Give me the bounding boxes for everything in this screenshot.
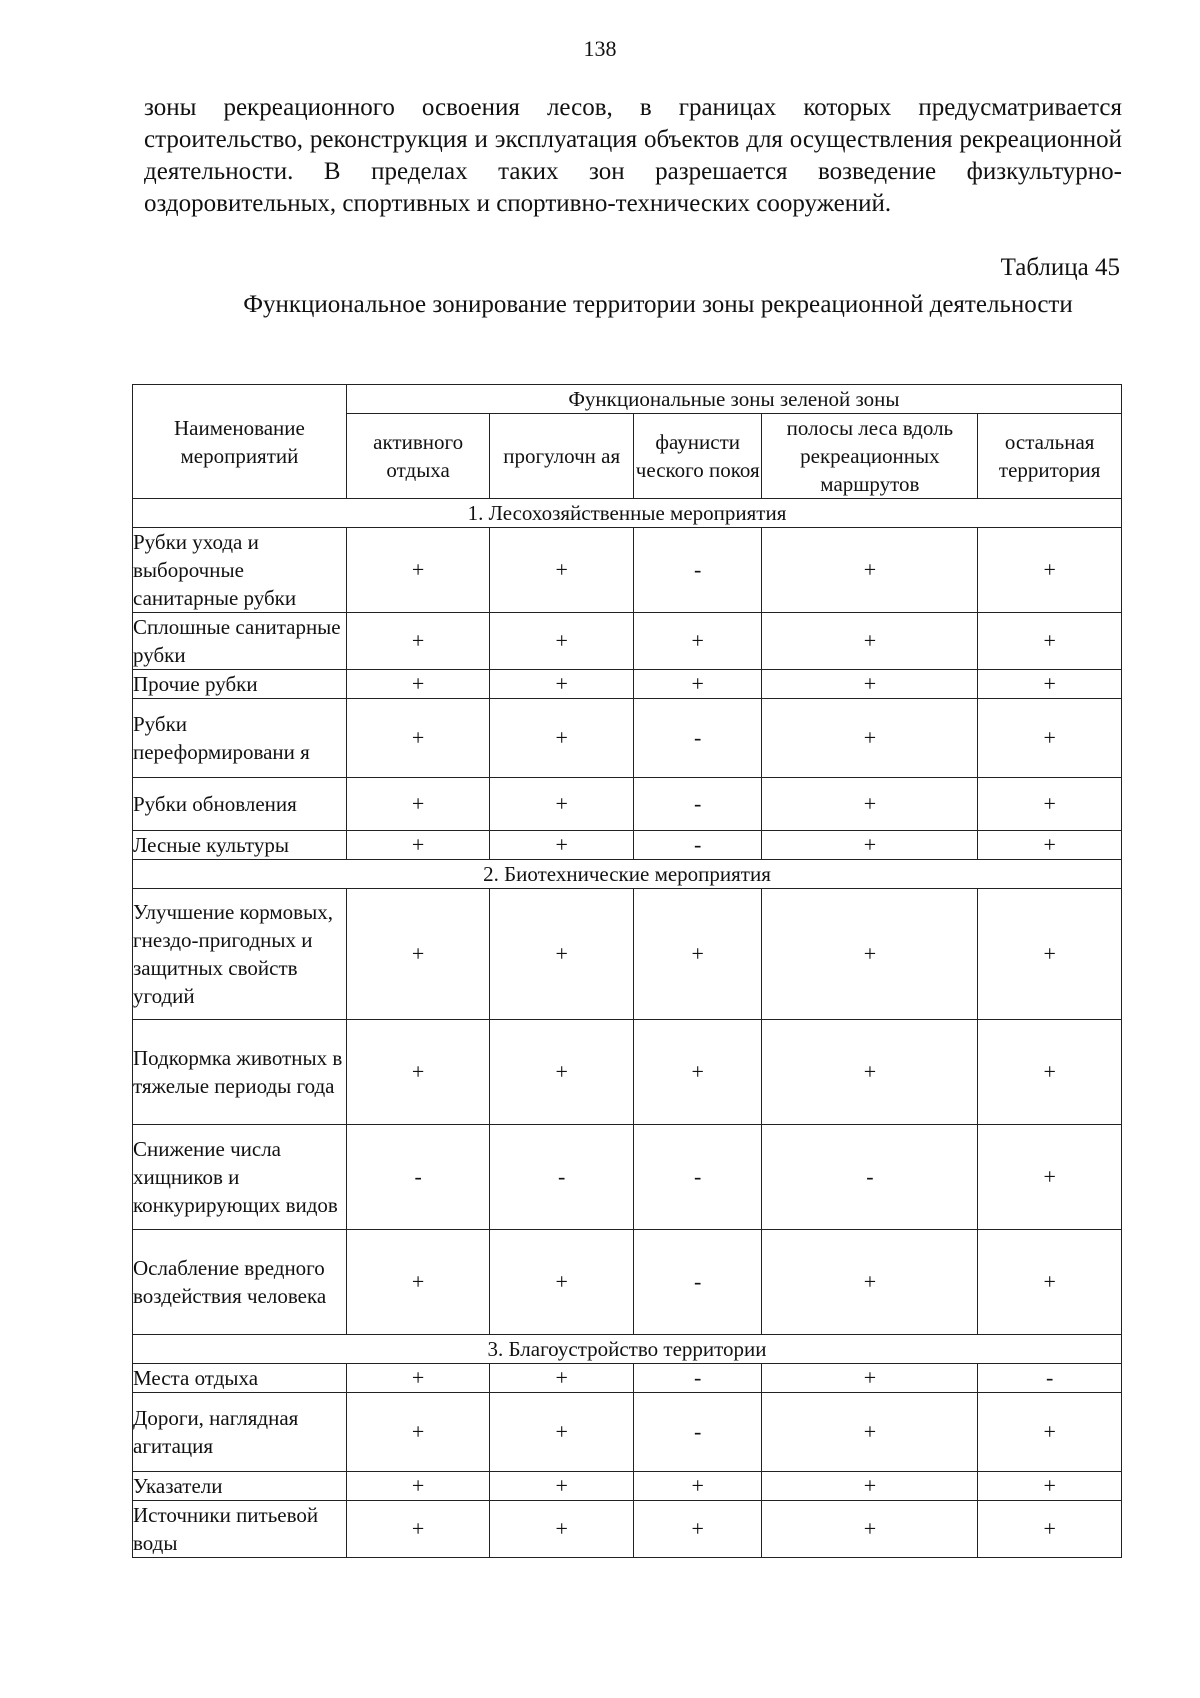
zone-mark: + <box>490 1393 634 1472</box>
zone-mark: + <box>633 1501 762 1558</box>
activity-name: Рубки переформировани я <box>133 699 347 778</box>
zone-mark: + <box>346 613 490 670</box>
zone-mark: + <box>978 613 1122 670</box>
table-body <box>133 499 1122 1558</box>
zone-mark: + <box>346 1393 490 1472</box>
zone-mark: + <box>762 613 978 670</box>
zone-mark: + <box>346 1020 490 1125</box>
zone-mark: - <box>633 1230 762 1335</box>
zone-mark: + <box>978 1393 1122 1472</box>
table-row <box>133 831 1122 860</box>
table-row <box>133 670 1122 699</box>
zone-mark: + <box>490 528 634 613</box>
zone-mark: - <box>490 1125 634 1230</box>
zone-mark: + <box>490 699 634 778</box>
zone-header-route-strips: полосы леса вдоль рекреационных маршрутов <box>762 414 978 499</box>
zone-mark: + <box>762 1472 978 1501</box>
zone-mark: - <box>633 1393 762 1472</box>
zone-mark: + <box>762 1364 978 1393</box>
table-row <box>133 613 1122 670</box>
zone-mark: + <box>346 831 490 860</box>
zone-mark: + <box>490 1501 634 1558</box>
zones-group-header: Функциональные зоны зеленой зоны <box>346 385 1121 414</box>
zone-mark: + <box>346 778 490 831</box>
zone-mark: + <box>346 699 490 778</box>
zone-mark: + <box>978 1020 1122 1125</box>
zone-mark: + <box>978 889 1122 1020</box>
zone-mark: + <box>490 831 634 860</box>
zone-header-other-territory: остальная территория <box>978 414 1122 499</box>
zone-header-walking: прогулочн ая <box>490 414 634 499</box>
zone-mark: + <box>762 1501 978 1558</box>
activity-name: Прочие рубки <box>133 670 347 699</box>
zone-mark: + <box>762 699 978 778</box>
zone-mark: + <box>762 1393 978 1472</box>
zone-header-active-rest: активного отдыха <box>346 414 490 499</box>
zone-mark: - <box>633 1364 762 1393</box>
zone-mark: + <box>633 1020 762 1125</box>
zone-mark: + <box>346 1230 490 1335</box>
zone-mark: + <box>978 778 1122 831</box>
table-row <box>133 778 1122 831</box>
table-title: Функциональное зонирование территории зоны рекреационной деятельности <box>243 291 1073 318</box>
activity-name: Подкормка животных в тяжелые периоды года <box>133 1020 347 1125</box>
zone-mark: + <box>633 1472 762 1501</box>
zone-mark: + <box>978 528 1122 613</box>
zoning-table <box>132 384 1122 1558</box>
table-row <box>133 1230 1122 1335</box>
zone-mark: + <box>762 1230 978 1335</box>
zone-mark: + <box>346 1364 490 1393</box>
table-row <box>133 1020 1122 1125</box>
zone-mark: - <box>346 1125 490 1230</box>
table-row <box>133 699 1122 778</box>
zone-mark: + <box>762 670 978 699</box>
zone-mark: + <box>346 889 490 1020</box>
table-row <box>133 528 1122 613</box>
intro-paragraph: зоны рекреационного освоения лесов, в границах которых предусматривается строительство, реконструкция и эксплуатация объектов для осуществления рекреационной деятельности. В пределах таких зон разрешается возведение физкультурно-оздоровительных, спортивных и спортивно-технических сооружений. <box>144 94 1122 217</box>
section-title: 2. Биотехнические мероприятия <box>133 860 1122 889</box>
activity-name: Дороги, наглядная агитация <box>133 1393 347 1472</box>
zone-mark: - <box>633 1125 762 1230</box>
zone-mark: + <box>490 1364 634 1393</box>
table-header-row <box>133 385 1122 414</box>
zone-mark: + <box>490 1230 634 1335</box>
table-row <box>133 1501 1122 1558</box>
zone-mark: + <box>490 889 634 1020</box>
section-title: 3. Благоустройство территории <box>133 1335 1122 1364</box>
zone-mark: + <box>978 699 1122 778</box>
table-caption: Таблица 45 <box>1000 254 1120 281</box>
zone-mark: + <box>762 528 978 613</box>
zone-mark: + <box>633 613 762 670</box>
zone-header-fauna-rest: фаунисти ческого покоя <box>633 414 762 499</box>
table-row <box>133 889 1122 1020</box>
activity-name: Улучшение кормовых, гнездо-пригодных и защитных свойств угодий <box>133 889 347 1020</box>
zone-mark: + <box>346 1501 490 1558</box>
zone-mark: + <box>490 1472 634 1501</box>
zone-mark: - <box>978 1364 1122 1393</box>
table-row <box>133 1125 1122 1230</box>
zone-mark: + <box>762 778 978 831</box>
zone-mark: + <box>762 1020 978 1125</box>
zone-mark: + <box>978 1230 1122 1335</box>
name-column-header: Наименование мероприятий <box>133 385 347 499</box>
activity-name: Указатели <box>133 1472 347 1501</box>
activity-name: Рубки ухода и выборочные санитарные рубки <box>133 528 347 613</box>
table-row <box>133 1472 1122 1501</box>
zone-mark: + <box>346 528 490 613</box>
zone-mark: - <box>633 528 762 613</box>
zone-mark: + <box>490 1020 634 1125</box>
zone-mark: + <box>633 889 762 1020</box>
section-row <box>133 1335 1122 1364</box>
zone-mark: + <box>346 1472 490 1501</box>
zone-mark: + <box>490 778 634 831</box>
table-row <box>133 1364 1122 1393</box>
table-row <box>133 1393 1122 1472</box>
zone-mark: + <box>978 1125 1122 1230</box>
zone-mark: - <box>633 778 762 831</box>
activity-name: Ослабление вредного воздействия человека <box>133 1230 347 1335</box>
zone-mark: + <box>490 613 634 670</box>
zone-mark: + <box>633 670 762 699</box>
zone-mark: - <box>633 699 762 778</box>
section-title: 1. Лесохозяйственные мероприятия <box>133 499 1122 528</box>
zone-mark: + <box>346 670 490 699</box>
zone-mark: + <box>978 831 1122 860</box>
section-row <box>133 499 1122 528</box>
zone-mark: - <box>762 1125 978 1230</box>
zone-mark: + <box>978 1501 1122 1558</box>
activity-name: Снижение числа хищников и конкурирующих видов <box>133 1125 347 1230</box>
zone-mark: + <box>490 670 634 699</box>
zone-mark: + <box>978 670 1122 699</box>
activity-name: Рубки обновления <box>133 778 347 831</box>
zone-mark: + <box>762 831 978 860</box>
activity-name: Источники питьевой воды <box>133 1501 347 1558</box>
zone-mark: - <box>633 831 762 860</box>
section-row <box>133 860 1122 889</box>
activity-name: Места отдыха <box>133 1364 347 1393</box>
zone-mark: + <box>978 1472 1122 1501</box>
zone-mark: + <box>762 889 978 1020</box>
activity-name: Лесные культуры <box>133 831 347 860</box>
page-number: 138 <box>583 36 617 61</box>
activity-name: Сплошные санитарные рубки <box>133 613 347 670</box>
